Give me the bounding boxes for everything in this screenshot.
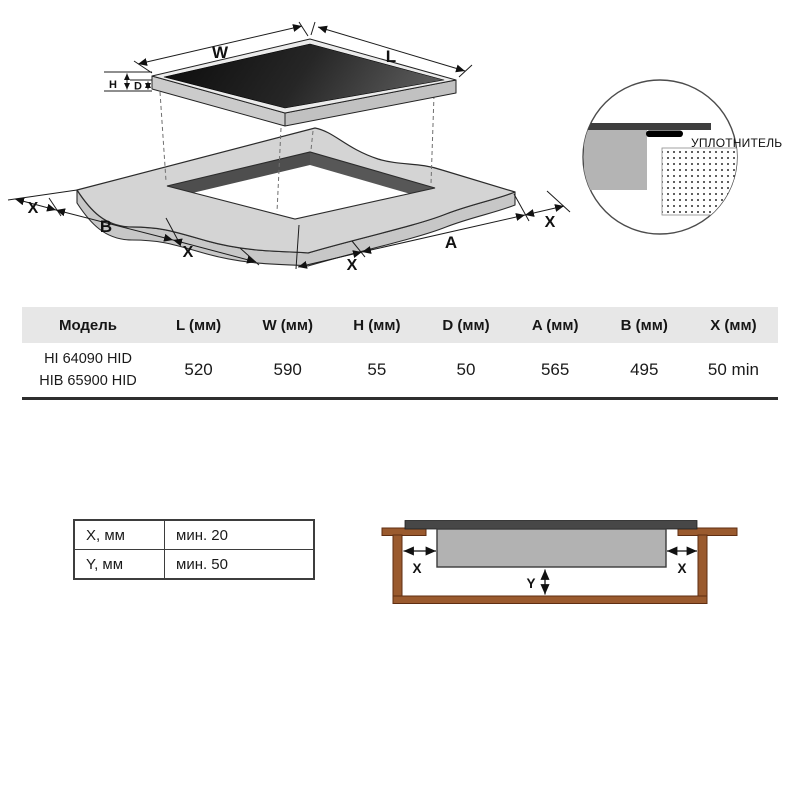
dim-label-w: W [211,43,229,62]
dim-label-b: B [99,217,113,236]
value-w: 590 [273,360,302,379]
cooktop [152,39,456,126]
dim-label-h: H [109,79,117,91]
min-param-y: Y, мм [74,550,165,580]
section-cooktop-glass [405,521,697,530]
detail-cooktop-edge [582,123,711,130]
col-header-l: L (мм) [154,307,243,343]
value-b: 495 [630,360,659,379]
spec-table [22,307,778,400]
col-header-b: B (мм) [600,307,689,343]
spec-table-header-row [22,307,778,343]
value-a: 565 [540,360,570,379]
detail-gasket [646,131,683,138]
value-l: 520 [184,360,213,379]
model-name-1: HI 64090 HID [44,350,132,367]
gasket-detail-view [582,80,782,234]
col-header-x: X (мм) [689,307,778,343]
dim-label-x-left: X [27,200,39,217]
spec-table-row [22,343,778,399]
section-label-x-left: X [412,561,422,576]
gasket-label: УПЛОТНИТЕЛЬ [691,136,783,150]
section-cooktop-body [437,529,666,567]
cabinet-wall-right [698,535,707,598]
col-header-model: Модель [22,307,154,343]
dim-label-x-right: X [544,214,556,231]
dim-label-a: A [444,233,458,252]
cabinet-bottom [393,596,707,604]
section-label-y: Y [526,576,536,591]
installation-isometric-diagram [0,0,800,300]
dim-label-x-bottomleft: X [182,244,194,261]
col-header-w: W (мм) [243,307,332,343]
dim-label-x-bottomcenter: X [346,257,358,274]
min-param-x: X, мм [74,520,165,550]
value-x: 50 min [707,360,759,379]
col-header-d: D (мм) [421,307,510,343]
col-header-h: H (мм) [332,307,421,343]
col-header-a: A (мм) [511,307,600,343]
model-cell [22,343,154,399]
min-table-row-x [74,520,314,550]
detail-cooktop-body [584,130,647,190]
min-table-row-y [74,550,314,580]
min-value-x: мин. 20 [165,520,315,550]
dim-label-l: L [385,47,397,66]
value-d: 50 [456,360,476,379]
min-clearance-table [73,519,315,580]
min-value-y: мин. 50 [165,550,315,580]
value-h: 55 [367,360,387,379]
model-name-2: HIB 65900 HID [39,373,137,389]
detail-countertop-section [662,148,739,215]
cabinet-wall-left [393,535,402,598]
section-label-x-right: X [677,561,687,576]
dim-label-d: D [134,80,142,93]
